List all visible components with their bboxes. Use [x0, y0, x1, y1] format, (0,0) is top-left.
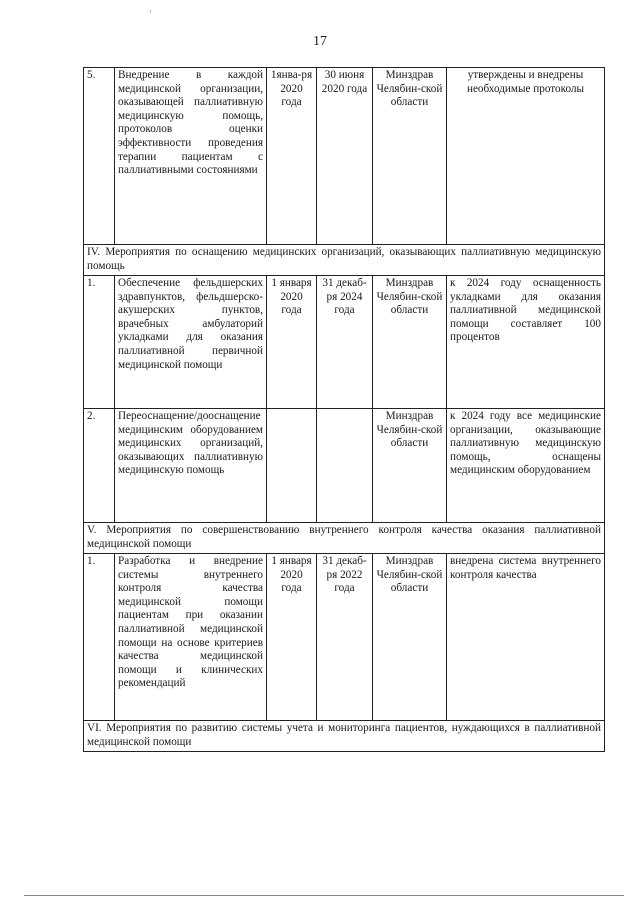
item-start-date — [267, 409, 317, 523]
item-end-date — [317, 409, 373, 523]
item-number: 2. — [84, 409, 115, 523]
table-row — [84, 409, 605, 523]
activity-plan-table — [83, 67, 605, 752]
item-name: Внедрение в каждой медицинской организации, оказывающей паллиативную медицинскую помощь, протоколов оценки эффективности проведения терапии пациентам с паллиативными состояниями — [115, 68, 267, 245]
item-result: к 2024 году все медицинские организации, оказывающие паллиативную медицинскую помощь, оснащены медицинским оборудованием — [447, 409, 605, 523]
section-heading: IV. Мероприятия по оснащению медицинских организаций, оказывающих паллиативную медицинскую помощь — [84, 245, 605, 276]
item-result: внедрена система внутреннего контроля качества — [447, 554, 605, 721]
scan-mark — [150, 10, 151, 13]
item-end-date: 30 июня 2020 года — [317, 68, 373, 245]
item-responsible: Минздрав Челябин-ской области — [373, 276, 447, 409]
item-name: Обеспечение фельдшерских здравпунктов, фельдшерско-акушерских пунктов, врачебных амбулаторий укладками для оказания паллиативной первичной медицинской помощи — [115, 276, 267, 409]
table-row — [84, 276, 605, 409]
item-number: 5. — [84, 68, 115, 245]
item-responsible: Минздрав Челябин-ской области — [373, 409, 447, 523]
table-row — [84, 68, 605, 245]
item-name: Разработка и внедрение системы внутреннего контроля качества медицинской помощи пациентам при оказании паллиативной медицинской помощи на основе критериев качества медицинской помощи и клинических рекомендаций — [115, 554, 267, 721]
section-heading: V. Мероприятия по совершенствованию внутреннего контроля качества оказания паллиативной медицинской помощи — [84, 523, 605, 554]
item-start-date: 1янва-ря 2020 года — [267, 68, 317, 245]
item-start-date: 1 января 2020 года — [267, 276, 317, 409]
item-responsible: Минздрав Челябин-ской области — [373, 554, 447, 721]
item-responsible: Минздрав Челябин-ской области — [373, 68, 447, 245]
item-result: к 2024 году оснащенность укладками для оказания паллиативной медицинской помощи составляет 100 процентов — [447, 276, 605, 409]
item-number: 1. — [84, 276, 115, 409]
item-end-date: 31 декаб-ря 2024 года — [317, 276, 373, 409]
section-row — [84, 721, 605, 752]
item-result: утверждены и внедрены необходимые протоколы — [447, 68, 605, 245]
table-row — [84, 554, 605, 721]
section-row — [84, 245, 605, 276]
item-end-date: 31 декаб-ря 2022 года — [317, 554, 373, 721]
item-name: Переоснащение/дооснащение медицинским оборудованием медицинских организаций, оказывающих паллиативную медицинскую помощь — [115, 409, 267, 523]
page-bottom-rule — [24, 895, 624, 896]
page-number: 17 — [313, 34, 327, 49]
section-row — [84, 523, 605, 554]
section-heading: VI. Мероприятия по развитию системы учета и мониторинга пациентов, нуждающихся в паллиативной медицинской помощи — [84, 721, 605, 752]
item-number: 1. — [84, 554, 115, 721]
item-start-date: 1 января 2020 года — [267, 554, 317, 721]
